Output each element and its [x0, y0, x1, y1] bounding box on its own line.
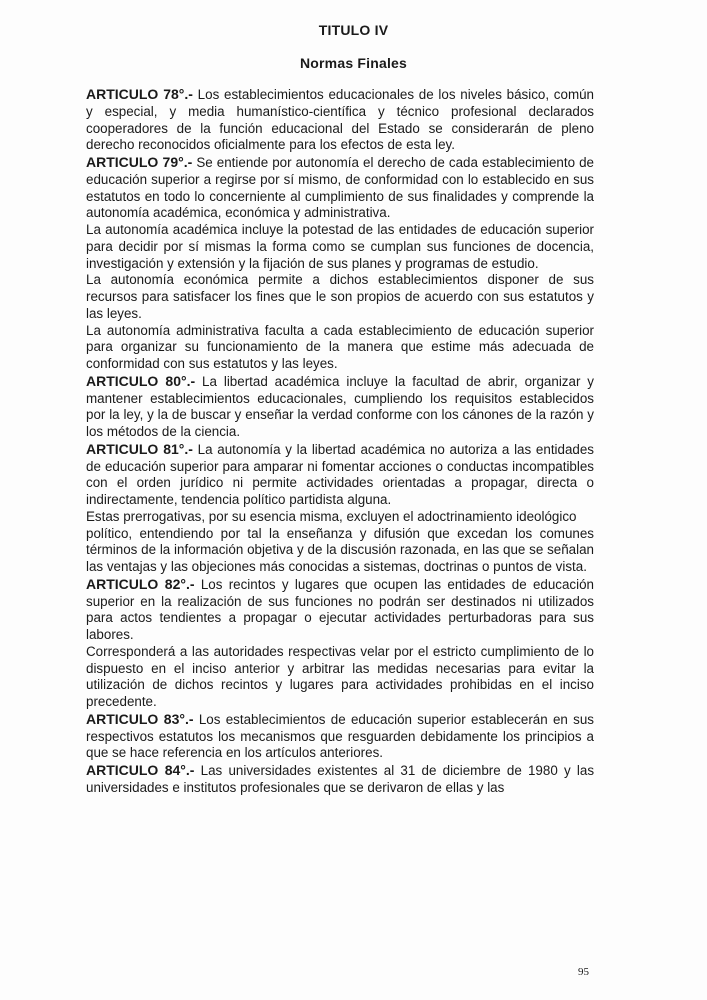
paragraph-article-83	[86, 711, 594, 762]
paragraph-text: La autonomía académica incluye la potestad de las entidades de educación superior para decidir por sí mismas la forma como se cumplan sus funciones de docencia, investigación y extensión y la fijación de sus planes y programas de estudio.	[86, 222, 594, 271]
paragraph-text: Las universidades existentes al 31 de diciembre de 1980 y las universidades e institutos profesionales que se derivaron de ellas y las	[86, 763, 595, 795]
paragraph-prerogatives	[86, 509, 594, 526]
page-number: 95	[578, 966, 589, 978]
paragraph-text: Corresponderá a las autoridades respectivas velar por el estricto cumplimiento de lo dispuesto en el inciso anterior y arbitrar las medidas necesarias para evitar la utilización de dichos recintos y lugares para actividades prohibidas en el inciso precedente.	[86, 643, 594, 709]
article-label: ARTICULO 78°.-	[86, 86, 193, 102]
paragraph-article-82	[86, 576, 594, 644]
article-label: ARTICULO 79°.-	[86, 154, 193, 170]
section-title: TITULO IV	[318, 22, 389, 38]
paragraph-administrative-autonomy	[86, 323, 594, 373]
paragraph-text: Los establecimientos educacionales de los niveles básico, común y especial, y media humanístico-científica y técnico profesional declarados cooperadores de la función educacional del Estado se considerarán de pleno derecho reconocidos oficialmente para los efectos de esta ley.	[86, 87, 594, 153]
paragraph-text: La libertad académica incluye la facultad de abrir, organizar y mantener establecimientos educacionales, cumpliendo los requisitos establecidos por la ley, y la de buscar y enseñar la verdad conforme con los cánones de la razón y los métodos de la ciencia.	[86, 373, 595, 439]
article-label: ARTICULO 80°.-	[86, 372, 196, 389]
paragraph-academic-autonomy	[86, 222, 594, 272]
paragraph-article-80	[86, 373, 594, 441]
article-label: ARTICULO 83°.-	[86, 710, 194, 727]
paragraph-article-81	[86, 441, 594, 509]
paragraph-text: Los establecimientos de educación superior establecerán en sus respectivos estatutos los mecanismos que resguarden debidamente los principios a que se hace referencia en los artículos anteriores.	[86, 711, 595, 761]
article-label: ARTICULO 84°.-	[86, 762, 195, 778]
paragraph-article-84	[86, 762, 594, 797]
body-text	[86, 86, 594, 797]
section-subtitle: Normas Finales	[299, 55, 408, 71]
paragraph-political-indoctrination	[86, 526, 594, 576]
paragraph-text: Se entiende por autonomía el derecho de cada establecimiento de educación superior a regirse por sí mismo, de conformidad con lo establecido en sus estatutos en todo lo concerniente al cumplimiento de sus finalidades y comprende la autonomía académica, económica y administrativa.	[86, 155, 594, 221]
paragraph-authorities	[86, 644, 594, 711]
paragraph-text: La autonomía económica permite a dichos establecimientos disponer de sus recursos para satisfacer los fines que le son propios de acuerdo con sus estatutos y las leyes.	[86, 272, 594, 321]
article-label: ARTICULO 82°.-	[86, 575, 195, 592]
paragraph-article-78	[86, 86, 594, 154]
article-label: ARTICULO 81°.-	[86, 440, 193, 457]
paragraph-text: político, entendiendo por tal la enseñanza y difusión que excedan los comunes términos de la información objetiva y de la discusión razonada, en las que se señalan las ventajas y las objeciones más conocidas a sistemas, doctrinas o puntos de vista.	[86, 525, 594, 574]
paragraph-economic-autonomy	[86, 272, 594, 322]
paragraph-article-79	[86, 154, 594, 222]
paragraph-text: Estas prerrogativas, por su esencia misma, excluyen el adoctrinamiento ideológico	[86, 508, 577, 524]
paragraph-text: La autonomía y la libertad académica no autoriza a las entidades de educación superior para amparar ni fomentar acciones o conductas incompatibles con el orden jurídico ni permite actividades orientadas a propagar, directa o indirectamente, tendencia político partidista alguna.	[86, 441, 594, 507]
paragraph-text: Los recintos y lugares que ocupen las entidades de educación superior en la realización de sus funciones no podrán ser destinados ni utilizados para actos tendientes a propagar o ejecutar actividades perturbadoras para sus labores.	[86, 576, 594, 642]
paragraph-text: La autonomía administrativa faculta a cada establecimiento de educación superior para organizar su funcionamiento de la manera que estime más adecuada de conformidad con sus estatutos y las leyes.	[86, 322, 594, 371]
